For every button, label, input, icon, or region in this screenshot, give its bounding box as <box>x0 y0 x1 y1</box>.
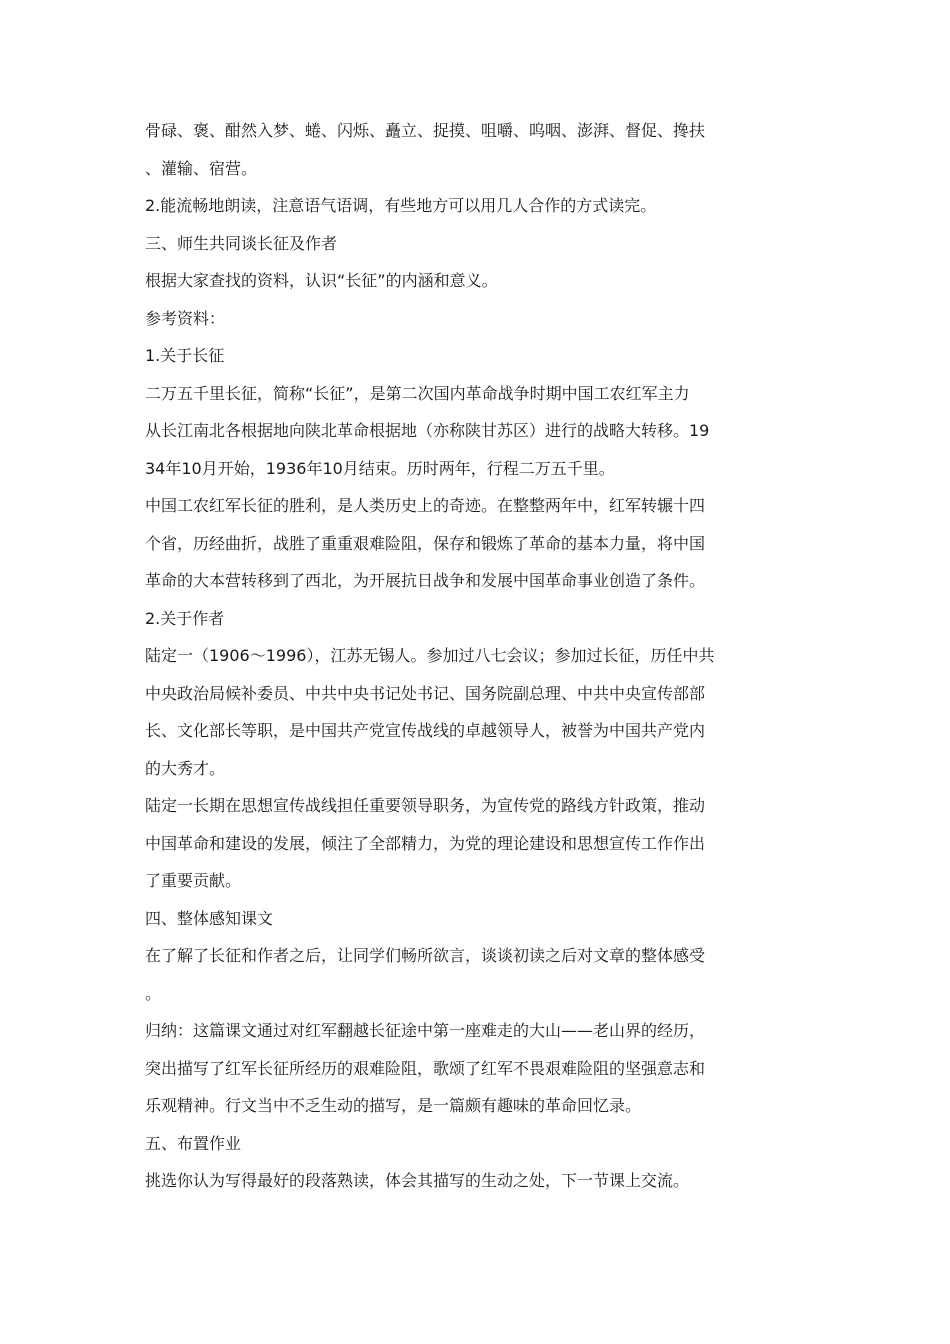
paragraph-line: 二万五千里长征，简称“长征”，是第二次国内革命战争时期中国工农红军主力 <box>145 383 690 403</box>
paragraph-line: 在了解了长征和作者之后，让同学们畅所欲言，谈谈初读之后对文章的整体感受 <box>145 946 706 965</box>
section-heading-3: 三、师生共同谈长征及作者 <box>145 233 338 253</box>
paragraph-line: 从长江南北各根据地向陕北革命根据地（亦称陕甘苏区）进行的战略大转移。19 <box>145 421 710 440</box>
paragraph-line: 陆定一（1906～1996），江苏无锡人。参加过八七会议；参加过长征，历任中共 <box>145 646 715 665</box>
paragraph: 根据大家查找的资料，认识“长征”的内涵和意义。 <box>145 271 498 290</box>
reading-goal: 2.能流畅地朗读，注意语气语调，有些地方可以用几人合作的方式读完。 <box>145 196 657 215</box>
paragraph-line: 34年10月开始，1936年10月结束。历时两年，行程二万五千里。 <box>145 458 615 478</box>
vocab-list-line-2: 、灌输、宿营。 <box>145 158 258 178</box>
subheading-long-march: 1.关于长征 <box>145 346 225 365</box>
paragraph-line: 中国工农红军长征的胜利，是人类历史上的奇迹。在整整两年中，红军转辗十四 <box>145 496 706 515</box>
paragraph-line: 个省，历经曲折，战胜了重重艰难险阻，保存和锻炼了革命的基本力量，将中国 <box>145 533 706 553</box>
paragraph-line: 革命的大本营转移到了西北，为开展抗日战争和发展中国革命事业创造了条件。 <box>145 571 706 590</box>
paragraph-line: 乐观精神。行文当中不乏生动的描写，是一篇颇有趣味的革命回忆录。 <box>145 1096 642 1115</box>
paragraph-line: 陆定一长期在思想宣传战线担任重要领导职务，为宣传党的路线方针政策，推动 <box>145 796 706 815</box>
paragraph-line: 。 <box>145 983 162 1003</box>
reference-heading: 参考资料： <box>145 308 226 328</box>
paragraph-line: 中国革命和建设的发展，倾注了全部精力，为党的理论建设和思想宣传工作作出 <box>145 833 706 853</box>
subheading-author: 2.关于作者 <box>145 608 225 628</box>
vocab-list-line-1: 骨碌、褒、酣然入梦、蜷、闪烁、矗立、捉摸、咀嚼、呜咽、澎湃、督促、搀扶 <box>145 121 706 140</box>
paragraph-line: 了重要贡献。 <box>145 871 242 890</box>
homework-paragraph: 挑选你认为写得最好的段落熟读，体会其描写的生动之处，下一节课上交流。 <box>145 1171 690 1190</box>
paragraph-line: 长、文化部长等职，是中国共产党宣传战线的卓越领导人，被誉为中国共产党内 <box>145 721 706 740</box>
paragraph-line: 突出描写了红军长征所经历的艰难险阻，歌颂了红军不畏艰难险阻的坚强意志和 <box>145 1058 706 1078</box>
paragraph-line: 的大秀才。 <box>145 758 226 778</box>
section-heading-4: 四、整体感知课文 <box>145 908 274 928</box>
document-body <box>145 121 737 1209</box>
paragraph-line: 归纳：这篇课文通过对红军翻越长征途中第一座难走的大山——老山界的经历， <box>145 1021 706 1040</box>
section-heading-5: 五、布置作业 <box>145 1133 242 1153</box>
paragraph-line: 中央政治局候补委员、中共中央书记处书记、国务院副总理、中共中央宣传部部 <box>145 683 706 703</box>
